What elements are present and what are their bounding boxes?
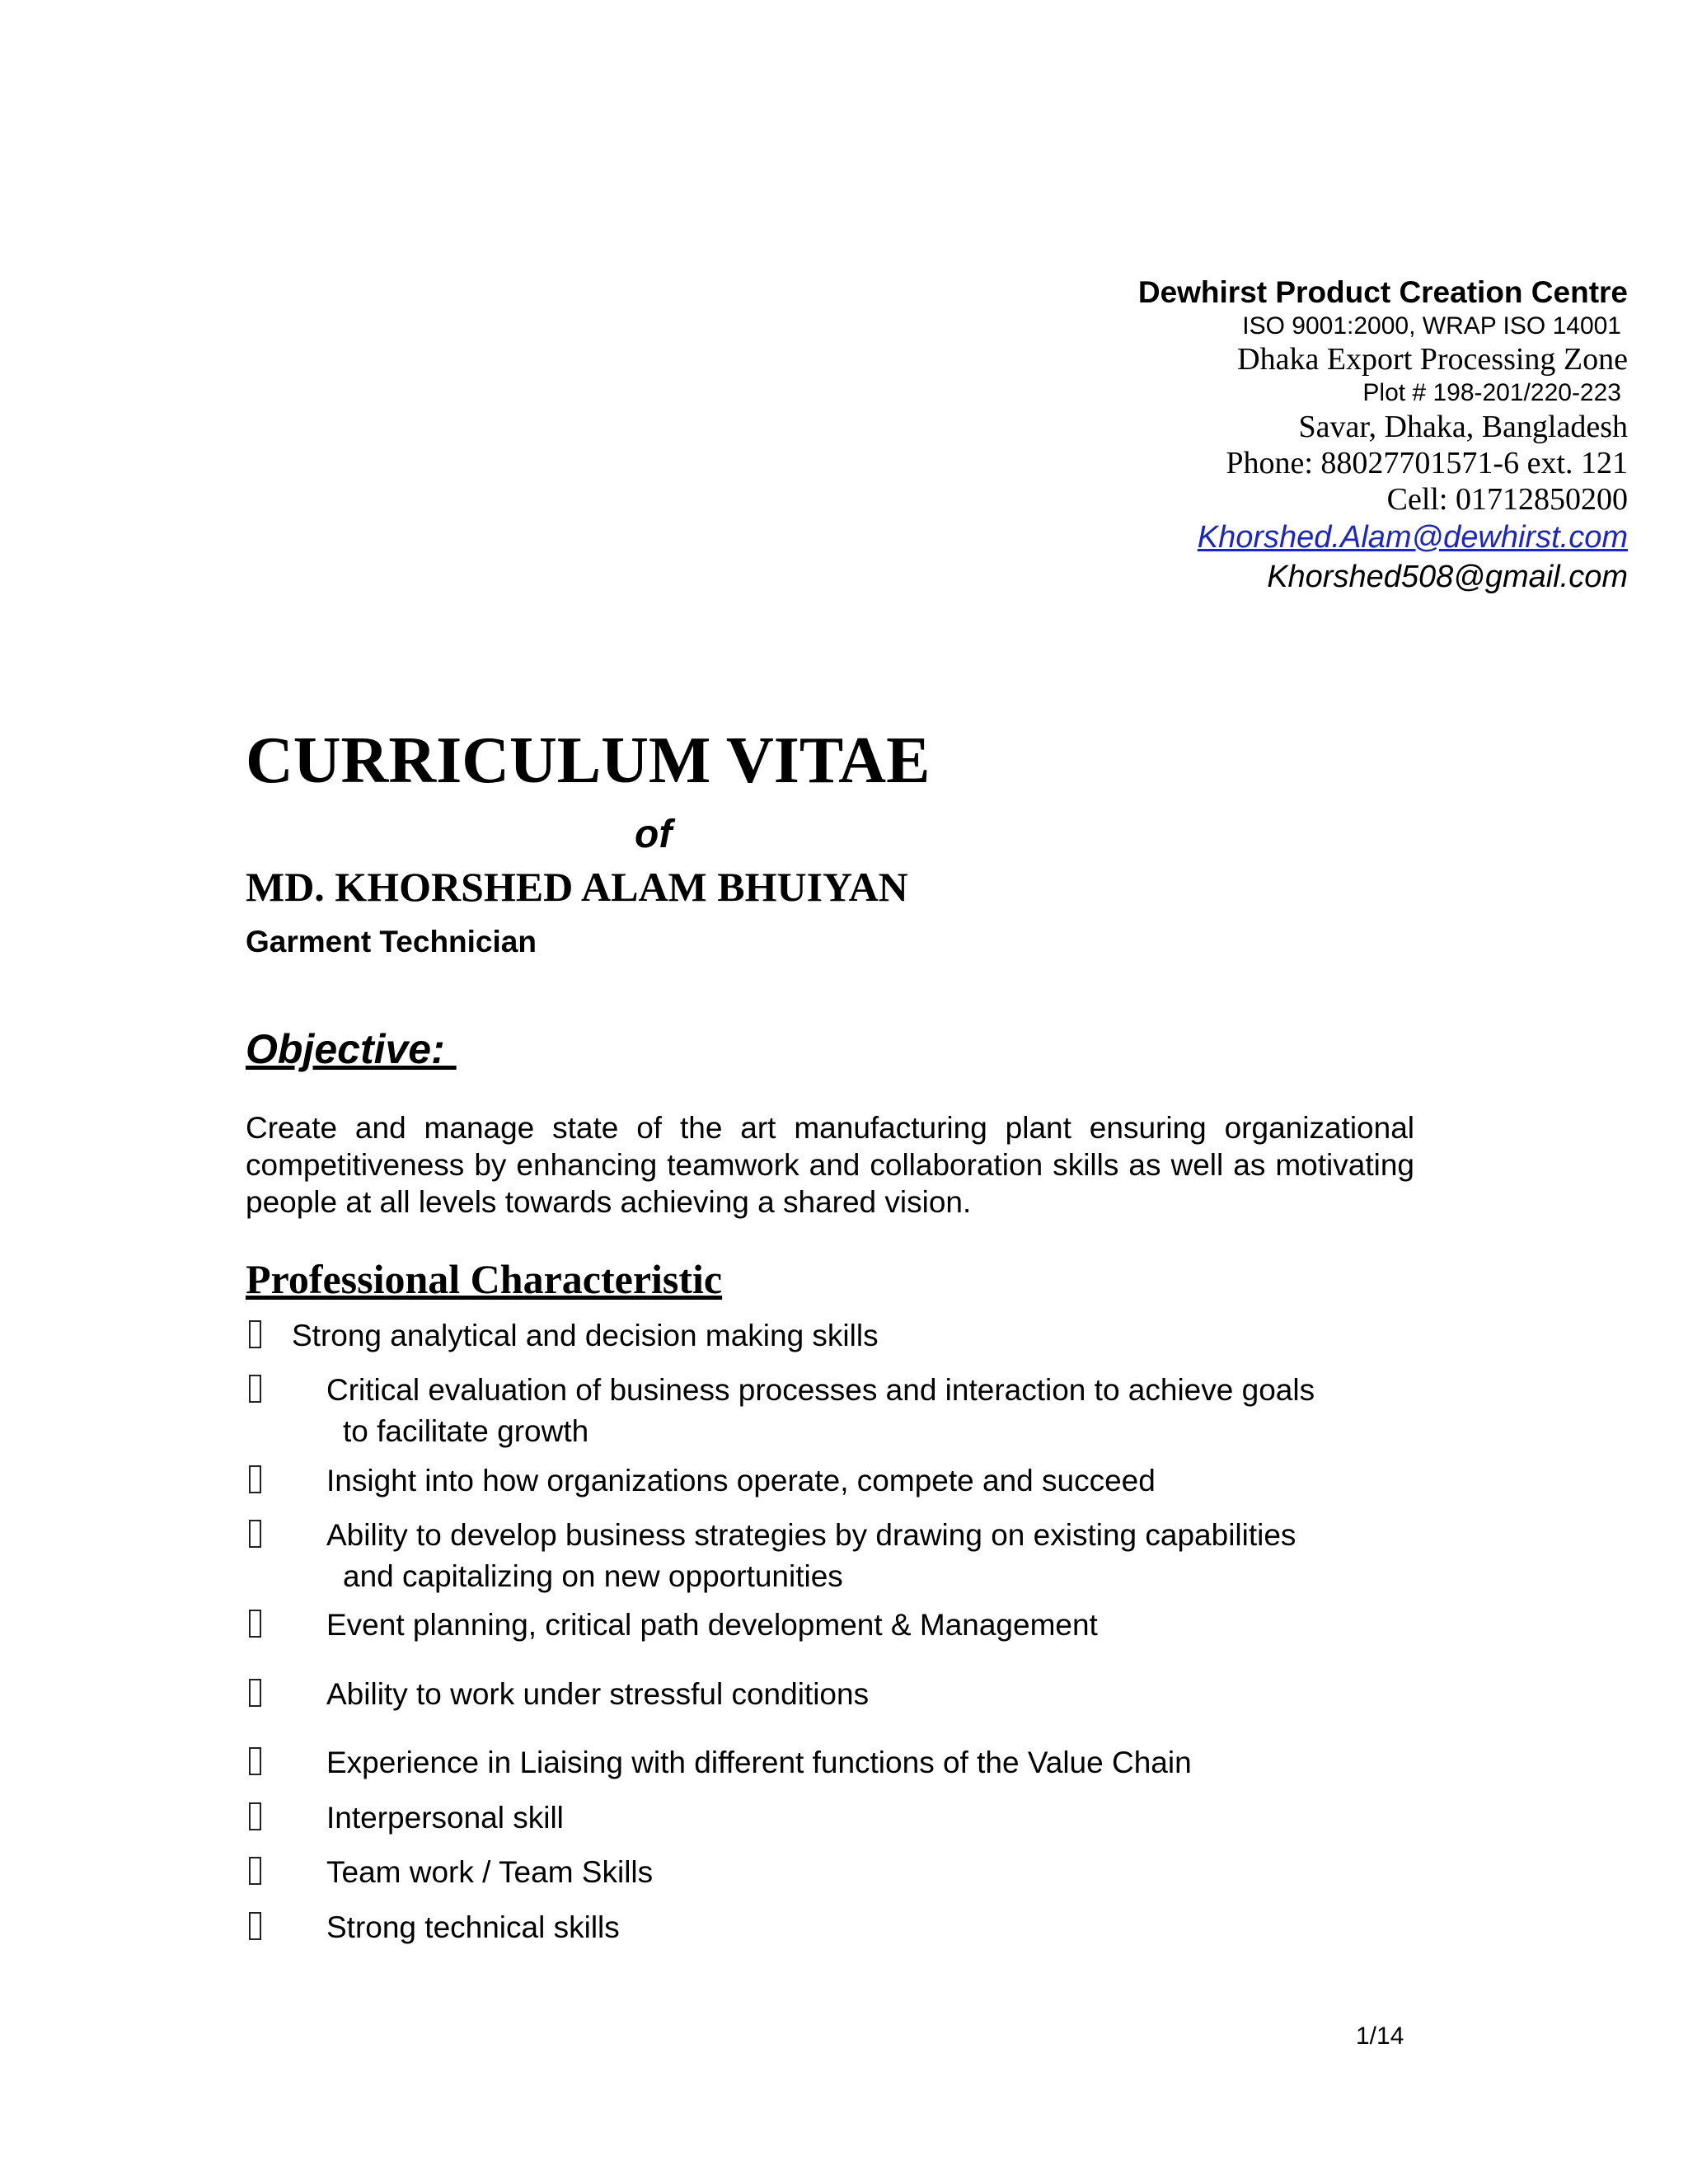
address-city: Savar, Dhaka, Bangladesh: [1298, 410, 1628, 444]
bullet-box-icon: [249, 1912, 261, 1940]
phone-number: Phone: 88027701571-6 ext. 121: [1226, 446, 1628, 480]
bullet-box-icon: [249, 1747, 261, 1775]
professional-heading: Professional Characteristic: [246, 1256, 723, 1302]
cv-of: of: [635, 813, 673, 856]
page-number: 1/14: [1356, 2022, 1404, 2050]
bullet-box-icon: [249, 1320, 261, 1348]
address-plot: Plot # 198-201/220-223: [1362, 379, 1621, 406]
bullet-box-icon: [249, 1610, 261, 1638]
company-name: Dewhirst Product Creation Centre: [1137, 275, 1628, 309]
work-email-link[interactable]: Khorshed.Alam@dewhirst.com: [1197, 520, 1628, 555]
bullet-box-icon: [249, 1679, 261, 1707]
cv-title: CURRICULUM VITAE: [246, 724, 931, 797]
bullet-box-icon: [249, 1520, 261, 1548]
bullet-box-icon: [249, 1857, 261, 1885]
bullet-box-icon: [249, 1802, 261, 1830]
contact-block: [886, 274, 1628, 597]
candidate-role: Garment Technician: [246, 925, 537, 958]
certifications: ISO 9001:2000, WRAP ISO 14001: [1242, 312, 1621, 340]
personal-email: Khorshed508@gmail.com: [1267, 560, 1628, 594]
cell-number: Cell: 01712850200: [1386, 482, 1628, 517]
bullet-box-icon: [249, 1375, 261, 1403]
objective-text: Create and manage state of the art manufacturing plant ensuring organizational competitiveness by enhancing teamwork and collaboration skills as well as motivating people at all levels towards achieving a shared vision.: [246, 1111, 1414, 1219]
bullet-box-icon: [249, 1465, 261, 1493]
address-zone: Dhaka Export Processing Zone: [1237, 342, 1628, 377]
candidate-name: MD. KHORSHED ALAM BHUIYAN: [246, 864, 908, 910]
objective-heading: Objective:: [246, 1026, 457, 1072]
